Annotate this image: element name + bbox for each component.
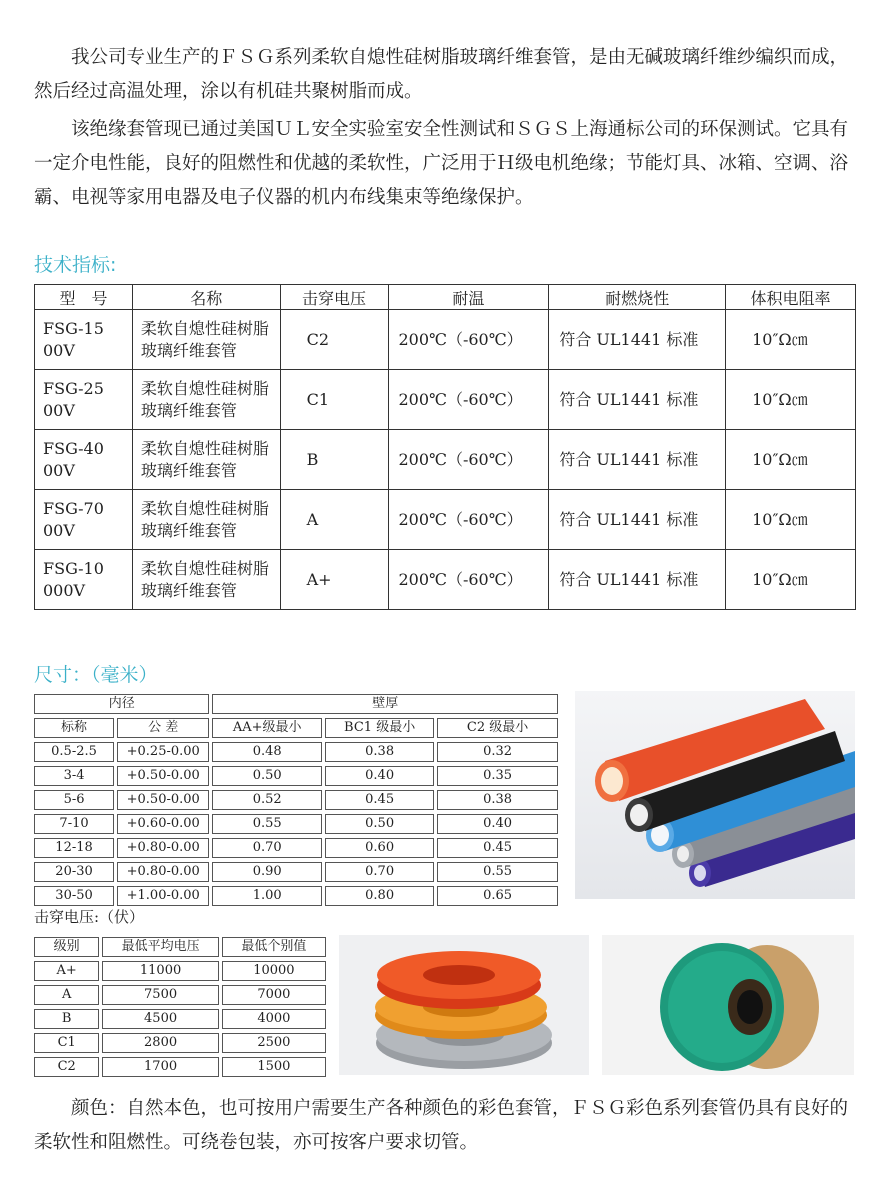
breakdown-cell: 7000	[222, 985, 326, 1005]
spec-name: 柔软自熄性硅树脂玻璃纤维套管	[132, 310, 280, 370]
spec-title: 技术指标:	[34, 254, 117, 276]
colored-tubes-image	[575, 691, 855, 899]
size-header-c2: C2 级最小	[437, 718, 558, 738]
table-row	[34, 985, 326, 1005]
spec-header-row	[35, 285, 856, 310]
red-coil	[377, 951, 541, 1009]
table-row	[35, 490, 856, 550]
size-cell: +0.80-0.00	[117, 862, 209, 882]
size-cell: 0.40	[325, 766, 434, 786]
table-row	[34, 838, 558, 858]
breakdown-header-avg: 最低平均电压	[102, 937, 218, 957]
size-cell: 30-50	[34, 886, 114, 906]
size-cell: +1.00-0.00	[117, 886, 209, 906]
breakdown-cell: B	[34, 1009, 99, 1029]
size-cell: 0.40	[437, 814, 558, 834]
spec-temp: 200℃（-60℃）	[388, 550, 549, 610]
size-cell: 0.35	[437, 766, 558, 786]
size-cell: 3-4	[34, 766, 114, 786]
table-row	[34, 862, 558, 882]
size-group-row	[34, 694, 558, 714]
size-table	[31, 690, 561, 910]
spec-resistivity: 10″Ω㎝	[726, 490, 856, 550]
size-cell: 0.65	[437, 886, 558, 906]
size-cell: 0.5-2.5	[34, 742, 114, 762]
size-cell: 0.50	[212, 766, 322, 786]
table-row	[35, 310, 856, 370]
spec-voltage: A+	[280, 550, 388, 610]
intro-paragraph-2: 该绝缘套管现已通过美国ＵＬ安全实验室安全性测试和ＳＧＳ上海通标公司的环保测试。它具有一定介电性能，良好的阻燃性和优越的柔软性，广泛用于Ｈ级电机绝缘；节能灯具、冰箱、空调、浴霸、电视等家用电器及电子仪器的机内布线集束等绝缘保护。	[34, 119, 849, 208]
size-cell: 0.55	[437, 862, 558, 882]
size-cell: 0.45	[325, 790, 434, 810]
table-row	[34, 814, 558, 834]
spec-temp: 200℃（-60℃）	[388, 490, 549, 550]
spec-resistivity: 10″Ω㎝	[726, 430, 856, 490]
spec-voltage: B	[280, 430, 388, 490]
size-cell: 0.32	[437, 742, 558, 762]
size-cell: 5-6	[34, 790, 114, 810]
size-header-bc1: BC1 级最小	[325, 718, 434, 738]
spec-table	[34, 284, 856, 610]
spec-header-resistivity: 体积电阻率	[726, 285, 856, 310]
size-header-nominal: 标称	[34, 718, 114, 738]
breakdown-header-grade: 级别	[34, 937, 99, 957]
spec-flame: 符合 UL1441 标准	[549, 490, 726, 550]
breakdown-cell: 1500	[222, 1057, 326, 1077]
size-header-aa: AA+级最小	[212, 718, 322, 738]
coils-photo	[339, 935, 589, 1075]
spec-voltage: C1	[280, 370, 388, 430]
size-cell: 0.52	[212, 790, 322, 810]
spec-header-flame: 耐燃烧性	[549, 285, 726, 310]
breakdown-cell: 4000	[222, 1009, 326, 1029]
size-cell: 0.45	[437, 838, 558, 858]
spec-header-model: 型 号	[35, 285, 133, 310]
breakdown-cell: 7500	[102, 985, 218, 1005]
size-cell: 20-30	[34, 862, 114, 882]
breakdown-caption: 击穿电压:（伏）	[34, 908, 145, 926]
green-spool-image	[602, 935, 854, 1075]
table-row	[34, 766, 558, 786]
size-cell: +0.25-0.00	[117, 742, 209, 762]
breakdown-cell: 2800	[102, 1033, 218, 1053]
size-cell: 0.60	[325, 838, 434, 858]
spec-header-temp: 耐温	[388, 285, 549, 310]
size-header-tolerance: 公 差	[117, 718, 209, 738]
spec-temp: 200℃（-60℃）	[388, 310, 549, 370]
size-cell: 0.70	[325, 862, 434, 882]
spec-header-name: 名称	[132, 285, 280, 310]
stacked-coils-image	[339, 935, 589, 1075]
size-group-inner: 内径	[34, 694, 209, 714]
spec-model: FSG-7000V	[35, 490, 133, 550]
spec-model: FSG-4000V	[35, 430, 133, 490]
breakdown-cell: C1	[34, 1033, 99, 1053]
breakdown-header-min: 最低个别值	[222, 937, 326, 957]
breakdown-cell: A+	[34, 961, 99, 981]
spec-name: 柔软自熄性硅树脂玻璃纤维套管	[132, 370, 280, 430]
spec-model: FSG-1500V	[35, 310, 133, 370]
spec-resistivity: 10″Ω㎝	[726, 370, 856, 430]
size-cell: +0.60-0.00	[117, 814, 209, 834]
breakdown-table	[31, 933, 329, 1081]
size-cell: 0.38	[437, 790, 558, 810]
breakdown-cell: 2500	[222, 1033, 326, 1053]
table-row	[34, 1057, 326, 1077]
table-row	[34, 790, 558, 810]
footer-paragraph: 颜色：自然本色，也可按用户需要生产各种颜色的彩色套管，ＦＳＧ彩色系列套管仍具有良好的柔软性和阻燃性。可绕卷包装，亦可按客户要求切管。	[34, 1098, 849, 1153]
table-row	[34, 886, 558, 906]
size-cell: +0.50-0.00	[117, 790, 209, 810]
breakdown-cell: 11000	[102, 961, 218, 981]
spec-header-voltage: 击穿电压	[280, 285, 388, 310]
size-cell: 0.70	[212, 838, 322, 858]
breakdown-cell: 1700	[102, 1057, 218, 1077]
spec-resistivity: 10″Ω㎝	[726, 310, 856, 370]
tubes-photo	[575, 691, 855, 899]
spec-name: 柔软自熄性硅树脂玻璃纤维套管	[132, 430, 280, 490]
size-cell: +0.80-0.00	[117, 838, 209, 858]
spool-photo	[602, 935, 854, 1075]
size-cell: 0.48	[212, 742, 322, 762]
spec-temp: 200℃（-60℃）	[388, 430, 549, 490]
spec-flame: 符合 UL1441 标准	[549, 310, 726, 370]
spec-name: 柔软自熄性硅树脂玻璃纤维套管	[132, 490, 280, 550]
size-cell: +0.50-0.00	[117, 766, 209, 786]
breakdown-header-row	[34, 937, 326, 957]
table-row	[34, 1033, 326, 1053]
spec-model: FSG-2500V	[35, 370, 133, 430]
size-cell: 0.50	[325, 814, 434, 834]
size-cell: 12-18	[34, 838, 114, 858]
size-header-row	[34, 718, 558, 738]
table-row	[34, 1009, 326, 1029]
spec-flame: 符合 UL1441 标准	[549, 370, 726, 430]
breakdown-cell: 10000	[222, 961, 326, 981]
size-cell: 7-10	[34, 814, 114, 834]
size-cell: 0.90	[212, 862, 322, 882]
spec-voltage: A	[280, 490, 388, 550]
breakdown-cell: A	[34, 985, 99, 1005]
table-row	[34, 961, 326, 981]
spec-flame: 符合 UL1441 标准	[549, 430, 726, 490]
intro-paragraph-1: 我公司专业生产的ＦＳＧ系列柔软自熄性硅树脂玻璃纤维套管，是由无碱玻璃纤维纱编织而成，然后经过高温处理，涂以有机硅共聚树脂而成。	[34, 47, 849, 102]
table-row	[35, 370, 856, 430]
spec-name: 柔软自熄性硅树脂玻璃纤维套管	[132, 550, 280, 610]
table-row	[35, 550, 856, 610]
size-title: 尺寸：（毫米）	[34, 664, 158, 686]
breakdown-cell: 4500	[102, 1009, 218, 1029]
spec-voltage: C2	[280, 310, 388, 370]
spec-model: FSG-10000V	[35, 550, 133, 610]
table-row	[35, 430, 856, 490]
spec-temp: 200℃（-60℃）	[388, 370, 549, 430]
size-cell: 0.80	[325, 886, 434, 906]
spec-flame: 符合 UL1441 标准	[549, 550, 726, 610]
breakdown-cell: C2	[34, 1057, 99, 1077]
size-cell: 1.00	[212, 886, 322, 906]
size-group-wall: 壁厚	[212, 694, 558, 714]
table-row	[34, 742, 558, 762]
spec-resistivity: 10″Ω㎝	[726, 550, 856, 610]
size-cell: 0.55	[212, 814, 322, 834]
size-cell: 0.38	[325, 742, 434, 762]
